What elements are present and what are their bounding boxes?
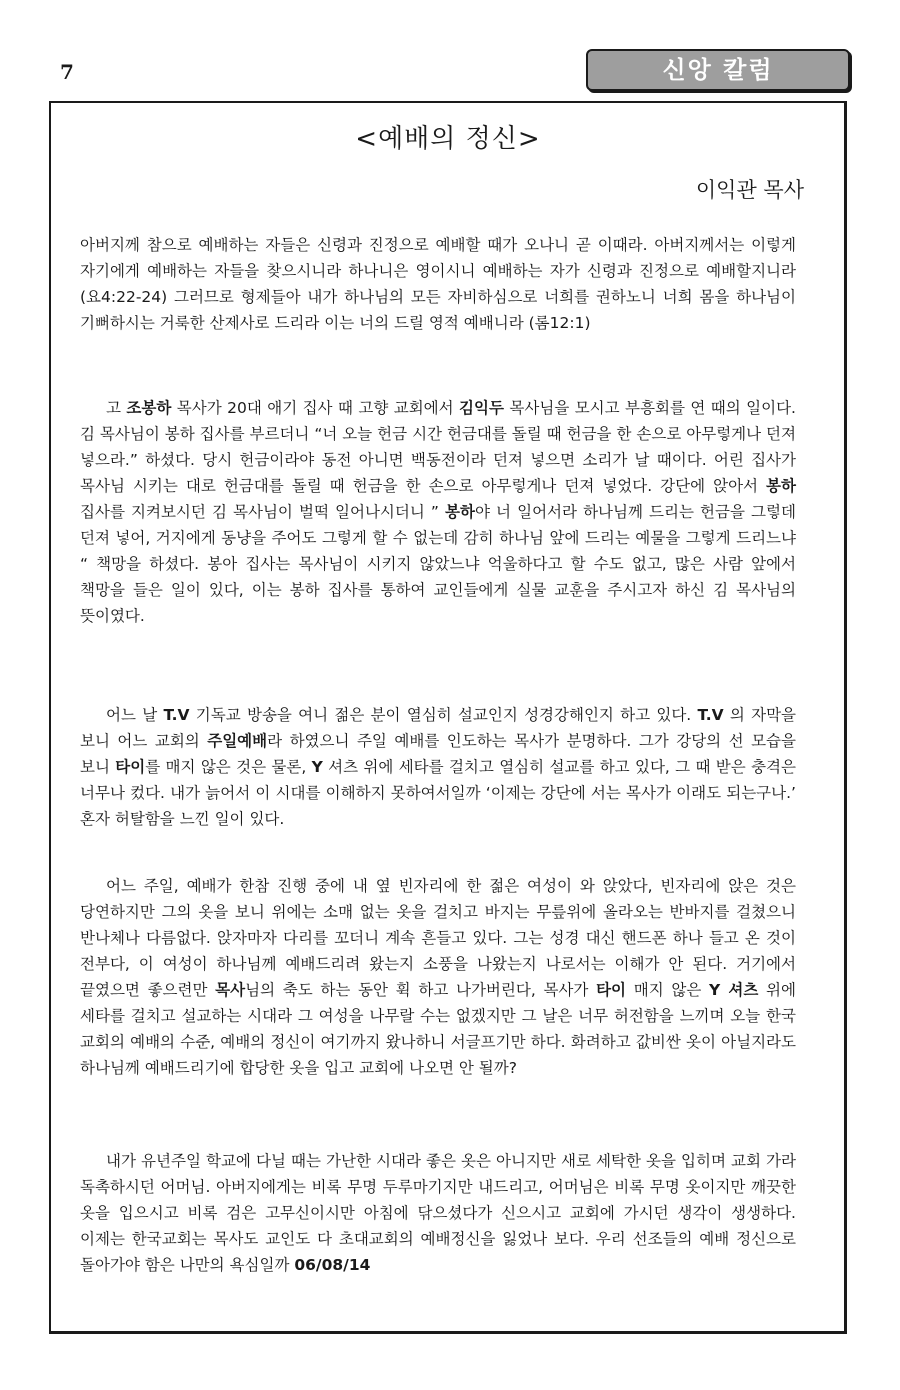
emphasis-name: 김익두 bbox=[459, 399, 504, 417]
article-paragraph-2 bbox=[80, 702, 796, 832]
emphasis-text: 주일예배 bbox=[207, 732, 268, 750]
emphasis-name: 봉하 bbox=[766, 477, 796, 495]
emphasis-text: Y 셔츠 bbox=[709, 981, 759, 999]
emphasis-name: 조봉하 bbox=[126, 399, 172, 417]
paragraph-text: 기독교 방송을 여니 젊은 분이 열심히 설교인지 성경강해인지 하고 있다. bbox=[189, 706, 698, 724]
paragraph-text: 야 너 일어서라 하나님께 드리는 헌금을 그렇데 던져 넣어, 거지에게 동냥을 주어도 그렇게 할 수 없는데 감히 하나님 앞에 드리는 예물을 그렇게 드리느냐 “ 책망을 하셨다. 봉아 집사는 목사님이 시키지 않았느냐 억울하다고 할 수도 없고, 많은 사람 앞에서 책망을 들은 일이 있다, 이는 봉하 집사를 통하여 교인들에게 실물 교훈을 주시고자 하신 김 목사님의 뜻이였다. bbox=[80, 503, 796, 625]
paragraph-text: 라 하였으니 주일 예배를 인도하는 목사가 분명하다. 그가 강당의 선 모습을 보니 bbox=[80, 732, 796, 776]
article-paragraph-3 bbox=[80, 873, 796, 1081]
paragraph-text: 내가 유년주일 학교에 다닐 때는 가난한 시대라 좋은 옷은 아니지만 새로 세탁한 옷을 입히며 교회 가라 독촉하시던 어머님. 아버지에게는 비록 무명 두루마기지만 내드리고, 어머님은 비록 무명 옷이지만 깨끗한 옷을 입으시고 비록 검은 고무신이시만 아침에 닦으셨다가 신으시고 교회에 가시던 생각이 생생하다. 이제는 한국교회는 목사도 교인도 다 초대교회의 예배정신을 잃었나 보다. 우리 선조들의 예배 정신으로 돌아가야 함은 나만의 욕심일까 bbox=[80, 1152, 796, 1274]
emphasis-text: T.V bbox=[163, 706, 190, 724]
page-number: 7 bbox=[60, 60, 74, 84]
article-paragraph-1 bbox=[80, 395, 796, 629]
article-title: <예배의 정신> bbox=[355, 124, 541, 154]
emphasis-text: Y bbox=[311, 758, 323, 776]
article-paragraph-4 bbox=[80, 1148, 796, 1278]
paragraph-text: 의 자막을 보니 어느 교회의 bbox=[80, 706, 797, 750]
paragraph-text: 목사가 20대 애기 집사 때 고향 교회에서 bbox=[171, 399, 460, 417]
paragraph-text: 를 매지 않은 것은 물론, bbox=[145, 758, 312, 776]
paragraph-text: 목사님을 모시고 부흥회를 연 때의 일이다. 김 목사님이 봉하 집사를 부르더니 “너 오늘 헌금 시간 헌금대를 돌릴 때 헌금을 한 손으로 아무렇게나 던져 넣으라.” 하셨다. 당시 헌금이라야 동전 아니면 백동전이라 던져 넣으면 소리가 날 때이다. 어린 집사가 목사님 시키는 대로 헌금대를 돌릴 때 헌금을 한 손으로 아무렇게나 던져 넣었다. 강단에 앉아서 bbox=[80, 399, 796, 495]
paragraph-text: 님의 축도 하는 동안 휙 하고 나가버린다, 목사가 bbox=[245, 981, 597, 999]
emphasis-text: T.V bbox=[697, 706, 724, 724]
paragraph-text: 어느 주일, 예배가 한참 진행 중에 내 옆 빈자리에 한 젊은 여성이 와 앉았다, 빈자리에 앉은 것은 당연하지만 그의 옷을 보니 위에는 소매 없는 옷을 걸치고 바지는 무릎위에 올라오는 반바지를 걸쳤으니 반나체나 다름없다. 앉자마자 다리를 꼬더니 계속 흔들고 있다. 그는 성경 대신 핸드폰 하나 들고 온 것이 전부다, 이 여성이 하나님께 예배드리려 왔는지 소풍을 나왔는지 나로서는 이해가 안 된다. 거기에서 끝였으면 좋으련만 bbox=[80, 877, 796, 999]
paragraph-text: 매지 않은 bbox=[626, 981, 709, 999]
paragraph-text: 고 bbox=[106, 399, 127, 417]
paragraph-text: 집사를 지켜보시던 김 목사님이 벌떡 일어나시더니 ” bbox=[80, 503, 446, 521]
scripture-quote: 아버지께 참으로 예배하는 자들은 신령과 진정으로 예배할 때가 오나니 곧 이때라. 아버지께서는 이렇게 자기에게 예배하는 자들을 찾으시니라 하나니은 영이시니 예배하는 자가 신령과 진정으로 예배할지니라(요4:22-24) 그러므로 형제들아 내가 하나님의 모든 자비하심으로 너희를 권하노니 너희 몸을 하나님이 기뻐하시는 거룩한 산제사로 드리라 이는 너의 드릴 영적 예배니라 (롬12:1) bbox=[80, 236, 796, 332]
paragraph-text: 셔츠 위에 세타를 걸치고 열심히 설교를 하고 있다, 그 때 받은 충격은 너무나 컸다. 내가 늙어서 이 시대를 이해하지 못하여서일까 ‘이제는 강단에 서는 목사가 이래도 되는구나.’ 혼자 허탈함을 느낀 일이 있다. bbox=[80, 758, 796, 828]
emphasis-name: 봉하 bbox=[445, 503, 475, 521]
article-date: 06/08/14 bbox=[294, 1256, 371, 1274]
paragraph-text: 어느 날 bbox=[106, 706, 164, 724]
emphasis-text: 타이 bbox=[596, 981, 627, 999]
paragraph-text: 위에 세타를 걸치고 설교하는 시대라 그 여성을 나무랄 수는 없겠지만 그 날은 너무 허전함을 느끼며 오늘 한국 교회의 예배의 수준, 예배의 정신이 여기까지 왔나하니 서글프기만 하다. 화려하고 값비싼 옷이 아닐지라도 하나님께 예배드리기에 합당한 옷을 입고 교회에 나오면 안 될까? bbox=[80, 981, 796, 1077]
author: 이익관 목사 bbox=[695, 178, 804, 202]
section-label: 신앙 칼럼 bbox=[586, 49, 850, 91]
emphasis-text: 타이 bbox=[115, 758, 146, 776]
emphasis-text: 목사 bbox=[215, 981, 246, 999]
